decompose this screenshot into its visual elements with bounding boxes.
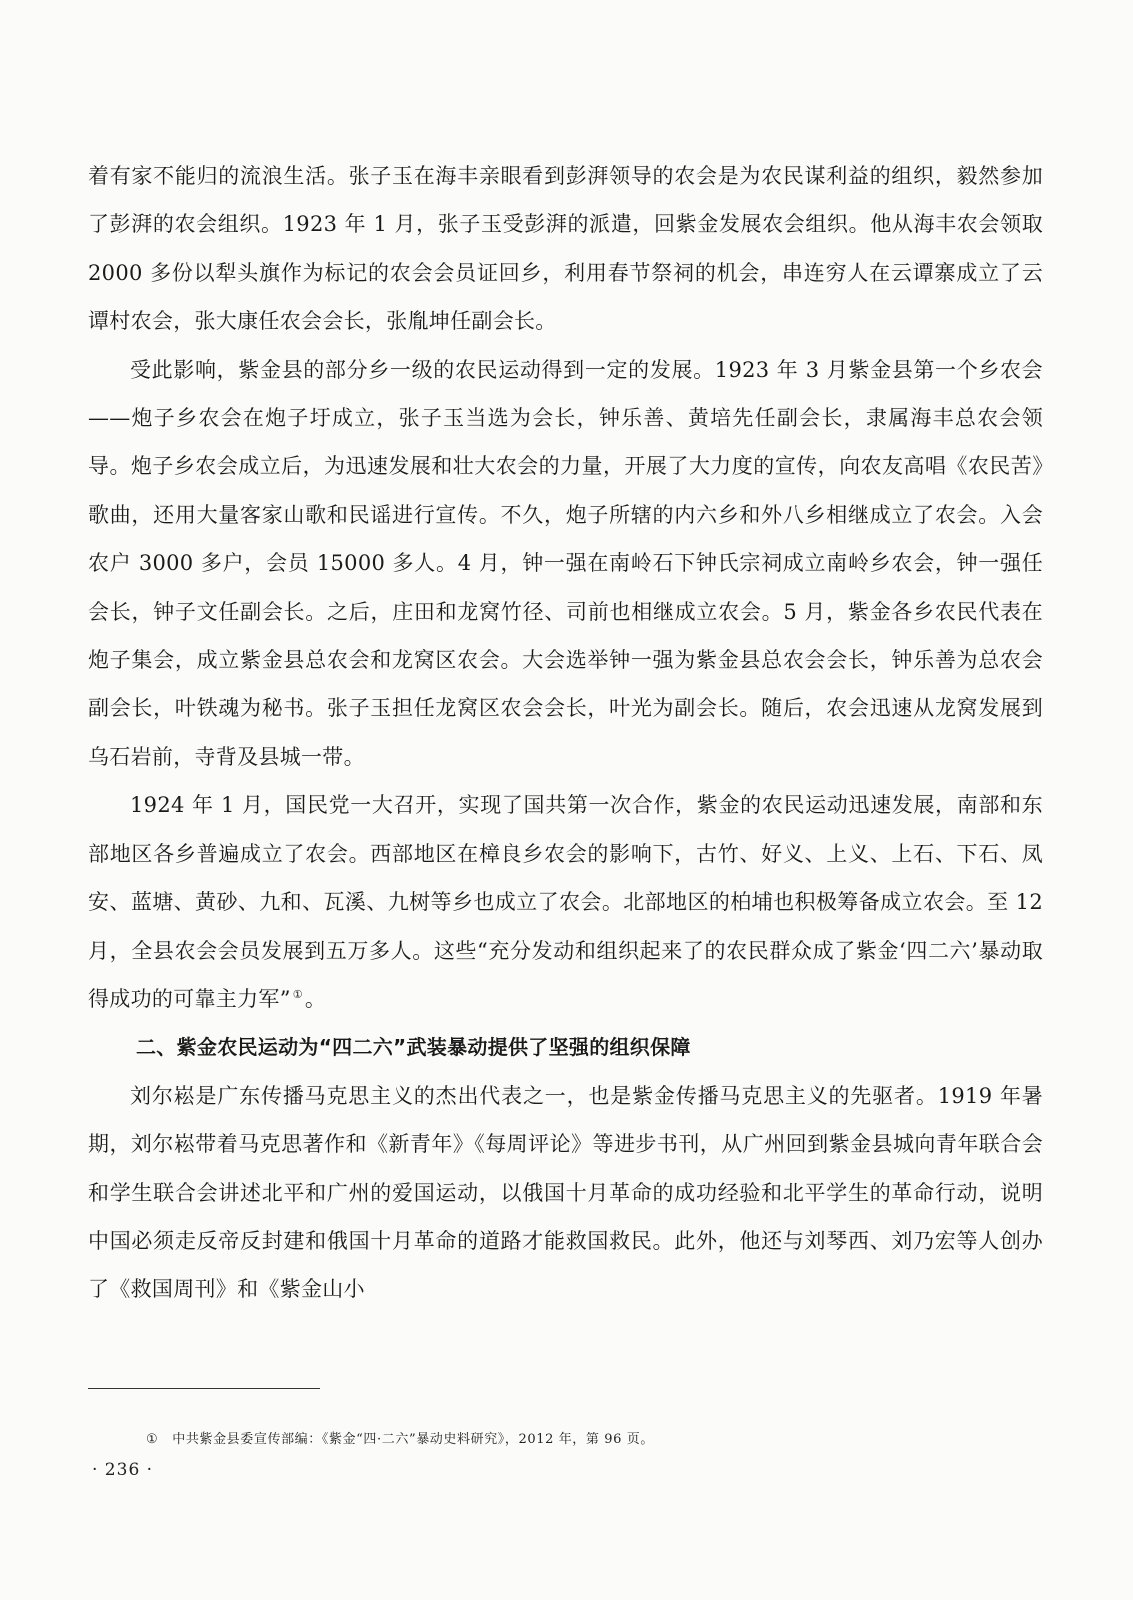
paragraph-3-end: 。: [304, 986, 327, 1011]
paragraph-1: 着有家不能归的流浪生活。张子玉在海丰亲眼看到彭湃领导的农会是为农民谋利益的组织，毅然参加了彭湃的农会组织。1923 年 1 月，张子玉受彭湃的派遣，回紫金发展农会组织。他从海丰农会领取 2000 多份以犁头旗作为标记的农会会员证回乡，利用春节祭祠的机会，串连穷人在云谭寨成立了云谭村农会，张大康任农会会长，张胤坤任副会长。: [88, 164, 1043, 334]
paragraph-3: [88, 781, 1043, 1023]
paragraph-4: 刘尔崧是广东传播马克思主义的杰出代表之一，也是紫金传播马克思主义的先驱者。1919 年暑期，刘尔崧带着马克思著作和《新青年》《每周评论》等进步书刊，从广州回到紫金县城向青年联合会和学生联合会讲述北平和广州的爱国运动，以俄国十月革命的成功经验和北平学生的革命行动，说明中国必须走反帝反封建和俄国十月革命的道路才能救国救民。此外，他还与刘琴西、刘乃宏等人创办了《救国周刊》和《紫金山小: [88, 1083, 1043, 1302]
section-heading: 二、紫金农民运动为“四二六”武装暴动提供了坚强的组织保障: [136, 1035, 691, 1060]
body-text: [88, 152, 1043, 1314]
footnote-reference[interactable]: ①: [292, 987, 303, 1001]
footnote-divider: [88, 1388, 320, 1389]
page-number: · 236 ·: [92, 1460, 154, 1480]
paragraph-2: 受此影响，紫金县的部分乡一级的农民运动得到一定的发展。1923 年 3 月紫金县第一个乡农会——炮子乡农会在炮子圩成立，张子玉当选为会长，钟乐善、黄培先任副会长，隶属海丰总农会领导。炮子乡农会成立后，为迅速发展和壮大农会的力量，开展了大力度的宣传，向农友高唱《农民苦》歌曲，还用大量客家山歌和民谣进行宣传。不久，炮子所辖的内六乡和外八乡相继成立了农会。入会农户 3000 多户，会员 15000 多人。4 月，钟一强在南岭石下钟氏宗祠成立南岭乡农会，钟一强任会长，钟子文任副会长。之后，庄田和龙窝竹径、司前也相继成立农会。5 月，紫金各乡农民代表在炮子集会，成立紫金县总农会和龙窝区农会。大会选举钟一强为紫金县总农会会长，钟乐善为总农会副会长，叶铁魂为秘书。张子玉担任龙窝区农会会长，叶光为副会长。随后，农会迅速从龙窝发展到乌石岩前，寺背及县城一带。: [88, 357, 1043, 769]
footnote-mark: ①: [146, 1432, 159, 1447]
footnote-text: 中共紫金县委宣传部编：《紫金“四·二六”暴动史料研究》，2012 年，第 96 页。: [172, 1432, 654, 1447]
paragraph-3-text: 1924 年 1 月，国民党一大召开，实现了国共第一次合作，紫金的农民运动迅速发展，南部和东部地区各乡普遍成立了农会。西部地区在樟良乡农会的影响下，古竹、好义、上义、上石、下石、凤安、蓝塘、黄砂、九和、瓦溪、九树等乡也成立了农会。北部地区的柏埔也积极筹备成立农会。至 12 月，全县农会会员发展到五万多人。这些“充分发动和组织起来了的农民群众成了紫金‘四二六’暴动取得成功的可靠主力军”: [88, 793, 1043, 1011]
footnote: [146, 1428, 654, 1447]
